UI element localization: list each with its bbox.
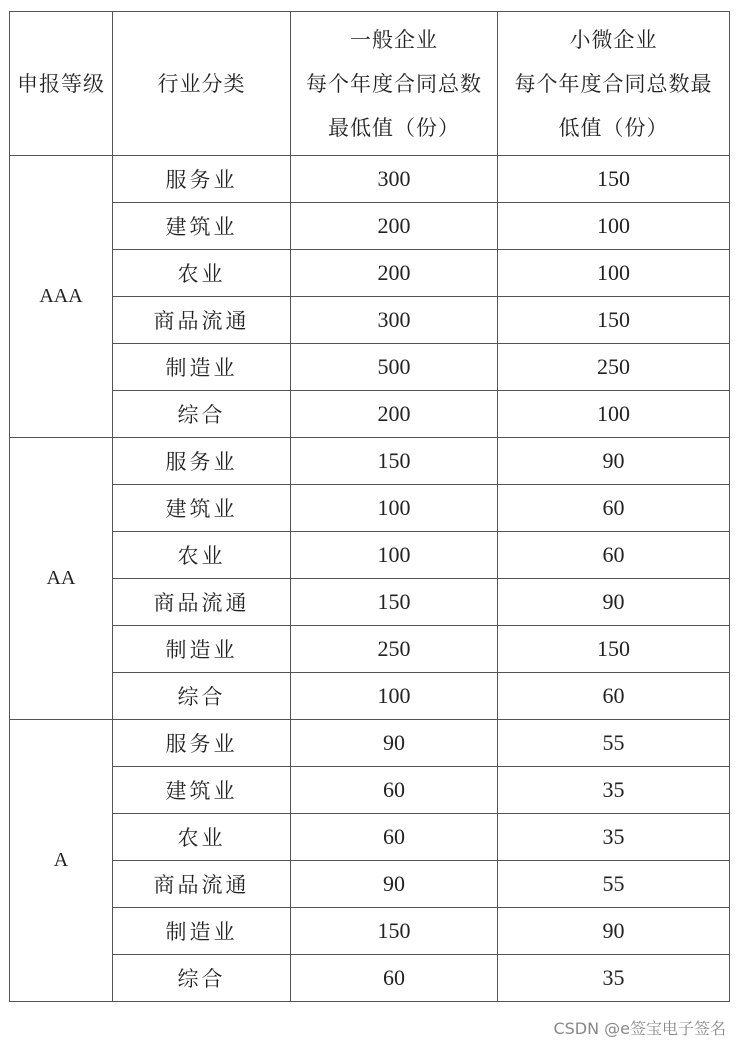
small-cell: 250 [498, 344, 730, 391]
table-row [10, 579, 730, 626]
industry-cell: 商品流通 [113, 297, 291, 344]
general-cell: 200 [291, 203, 498, 250]
general-cell: 100 [291, 532, 498, 579]
industry-cell: 服务业 [113, 438, 291, 485]
small-cell: 55 [498, 720, 730, 767]
general-cell: 150 [291, 438, 498, 485]
table-row [10, 344, 730, 391]
industry-cell: 农业 [113, 814, 291, 861]
small-cell: 100 [498, 250, 730, 297]
industry-cell: 建筑业 [113, 203, 291, 250]
general-cell: 90 [291, 720, 498, 767]
general-cell: 60 [291, 767, 498, 814]
small-cell: 35 [498, 955, 730, 1002]
industry-cell: 服务业 [113, 720, 291, 767]
table-body [10, 156, 730, 1002]
general-cell: 60 [291, 814, 498, 861]
header-small-line-2: 每个年度合同总数最 [514, 71, 713, 96]
header-industry: 行业分类 [113, 12, 291, 156]
table-row [10, 438, 730, 485]
grade-cell: A [10, 720, 113, 1002]
industry-cell: 建筑业 [113, 485, 291, 532]
industry-cell: 综合 [113, 673, 291, 720]
general-cell: 150 [291, 579, 498, 626]
table-header-row [10, 12, 730, 156]
industry-cell: 制造业 [113, 626, 291, 673]
general-cell: 150 [291, 908, 498, 955]
header-small-enterprise [498, 12, 730, 156]
small-cell: 90 [498, 438, 730, 485]
small-cell: 100 [498, 391, 730, 438]
small-cell: 150 [498, 156, 730, 203]
industry-cell: 制造业 [113, 344, 291, 391]
header-general-line-2: 每个年度合同总数 [306, 71, 482, 96]
small-cell: 55 [498, 861, 730, 908]
header-small-line-3: 低值（份） [558, 115, 669, 140]
table-row [10, 908, 730, 955]
table-row [10, 861, 730, 908]
table-row [10, 203, 730, 250]
general-cell: 500 [291, 344, 498, 391]
table-row [10, 955, 730, 1002]
general-cell: 250 [291, 626, 498, 673]
grade-cell: AA [10, 438, 113, 720]
small-cell: 60 [498, 532, 730, 579]
industry-cell: 综合 [113, 391, 291, 438]
small-cell: 150 [498, 297, 730, 344]
general-cell: 200 [291, 250, 498, 297]
general-cell: 300 [291, 156, 498, 203]
general-cell: 100 [291, 673, 498, 720]
small-cell: 90 [498, 579, 730, 626]
industry-cell: 商品流通 [113, 579, 291, 626]
header-general-line-1: 一般企业 [350, 27, 438, 52]
header-small-line-1: 小微企业 [569, 27, 658, 52]
industry-cell: 建筑业 [113, 767, 291, 814]
industry-cell: 农业 [113, 250, 291, 297]
table-row [10, 391, 730, 438]
general-cell: 100 [291, 485, 498, 532]
general-cell: 300 [291, 297, 498, 344]
table-row [10, 485, 730, 532]
small-cell: 100 [498, 203, 730, 250]
industry-cell: 商品流通 [113, 861, 291, 908]
table-row [10, 673, 730, 720]
general-cell: 60 [291, 955, 498, 1002]
small-cell: 35 [498, 767, 730, 814]
table-row [10, 532, 730, 579]
grade-cell: AAA [10, 156, 113, 438]
watermark: CSDN @e签宝电子签名 [553, 1019, 726, 1038]
table-row [10, 626, 730, 673]
contract-minimum-table [9, 11, 730, 1002]
table-row [10, 297, 730, 344]
industry-cell: 制造业 [113, 908, 291, 955]
table-row [10, 720, 730, 767]
general-cell: 200 [291, 391, 498, 438]
table-row [10, 814, 730, 861]
small-cell: 150 [498, 626, 730, 673]
small-cell: 90 [498, 908, 730, 955]
industry-cell: 服务业 [113, 156, 291, 203]
industry-cell: 农业 [113, 532, 291, 579]
industry-cell: 综合 [113, 955, 291, 1002]
header-general-line-3: 最低值（份） [328, 115, 460, 140]
general-cell: 90 [291, 861, 498, 908]
header-general-enterprise [291, 12, 498, 156]
small-cell: 35 [498, 814, 730, 861]
small-cell: 60 [498, 673, 730, 720]
table-row [10, 767, 730, 814]
table-row [10, 156, 730, 203]
small-cell: 60 [498, 485, 730, 532]
table-row [10, 250, 730, 297]
header-grade: 申报等级 [10, 12, 113, 156]
